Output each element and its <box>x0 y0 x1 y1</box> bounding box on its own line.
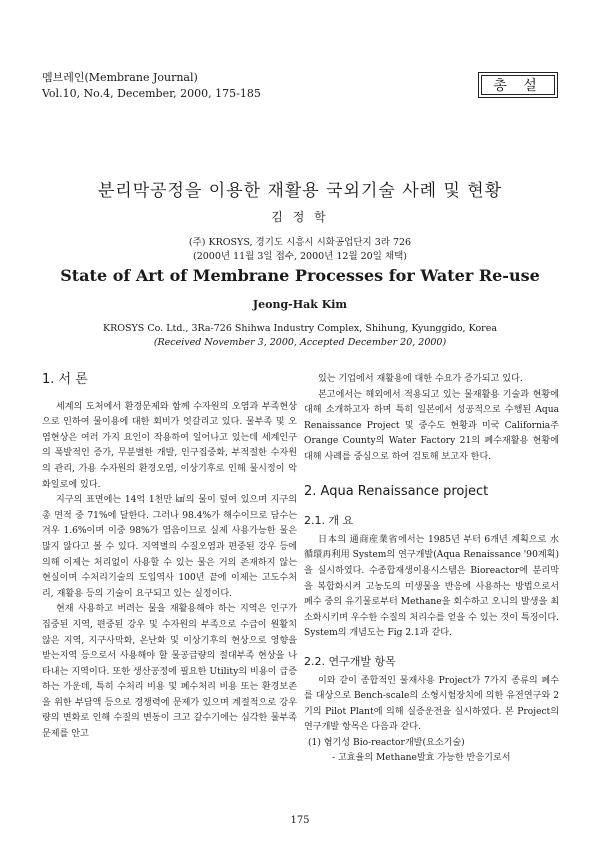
received-korean: (2000년 11월 3일 접수, 2000년 12월 20일 채택) <box>192 251 407 262</box>
journal-info <box>42 70 261 102</box>
article-type-badge <box>478 72 558 98</box>
subsection-2-2-heading: 2.2. 연구개발 항목 <box>304 654 396 668</box>
body-paragraph: 있는 기업에서 재활용에 대한 수요가 증가되고 있다. <box>318 374 523 384</box>
section-2-heading: 2. Aqua Renaissance project <box>304 483 489 499</box>
journal-issue: Vol.10, No.4, December, 2000, 175-185 <box>42 87 261 100</box>
right-column <box>304 372 559 767</box>
title-english: State of Art of Membrane Processes for Water Re-use <box>60 266 540 285</box>
left-column <box>42 372 297 743</box>
subsection-2-1-heading: 2.1. 개 요 <box>304 514 354 528</box>
article-type-label: 총 설 <box>481 75 555 95</box>
list-subitem: - 고효율의 Methane발효 가능한 반응기로서 <box>332 753 511 764</box>
body-paragraph: 이와 같이 종합적인 물재사용 Project가 7가지 종류의 폐수를 대상으로 Bench-scale의 소형시험장치에 의한 유전연구와 2기의 Pilot Plant에 의해 실증운전을 실시하였다. 본 Project의 연구개발 항목은 다음과 같다. <box>304 675 559 733</box>
page-number: 175 <box>290 815 310 826</box>
section-1-heading: 1. 서 론 <box>42 372 88 387</box>
body-paragraph: 세계의 도처에서 환경문제와 함께 수자원의 오염과 부족현상으로 인하여 물이용에 대한 회비가 엇갈리고 있다. 물부족 및 오염현상은 여러 가지 요인이 작용하여 일어나고 있는데 세계인구의 폭발적인 증가, 무분별한 개발, 인구집중화, 부적절한 수자원의 관리, 가용 수자원의 환경오염, 이상기후로 인해 물시정이 악화일로에 있다. <box>42 401 297 490</box>
affiliation-english-address: KROSYS Co. Ltd., 3Ra-726 Shihwa Industry Complex, Shihung, Kyunggido, Korea <box>102 323 497 334</box>
author-korean: 김 정 학 <box>271 210 329 224</box>
author-english: Jeong-Hak Kim <box>252 298 348 311</box>
list-item: (1) 혐기성 Bio-reactor개발(요소기술) <box>308 737 465 748</box>
body-paragraph: 현재 사용하고 버려는 물을 재활용해야 하는 지역은 인구가 집중된 지역, 편중된 강우 및 수자원의 부족으로 수급이 원활치 않은 지역, 지구사막화, 온난화 및 이상기후의 현상으로 영향을 받는지역 등으로서 사용해야 할 물공급량의 절대부족 현상을 나타내는 지역이다. 또한 생산공정에 필요한 Utility의 비용이 급증하는 가운데, 특히 수처리 비용 및 폐수처리 비용 또는 환경보존을 위한 부담액 등으로 경쟁력에 문제가 있으며 계절적으로 강우량의 변화로 인해 수질의 변동이 크고 갈수기에는 심각한 물부족 문제를 안고 <box>42 604 297 740</box>
affiliation-korean-address: (주) KROSYS, 경기도 시흥시 시화공업단지 3라 726 <box>188 237 412 248</box>
journal-name: 멤브레인(Membrane Journal) <box>42 71 198 84</box>
received-english: (Received November 3, 2000, Accepted December 20, 2000) <box>153 337 447 348</box>
body-paragraph: 본고에서는 해외에서 적용되고 있는 물재활용 기술과 현황에 대해 소개하고자 하며 특히 일본에서 성공적으로 수행된 Aqua Renaissance Project 및 중수도 현황과 미국 California주 Orange County의 Water Factory 21의 폐수재활용 현황에 대해 사례를 중심으로 하여 검토해 보고자 한다. <box>304 389 559 462</box>
affiliation-english <box>0 322 600 350</box>
body-paragraph: 日本의 通商産業省에서는 1985년 부터 6개년 계획으로 水循環再利用 System의 연구개발(Aqua Renaissance '90계획)을 실시하였다. 수종합재생이용시스템은 Bioreactor에 분리막을 복합화시켜 고농도의 미생물을 반응에 사용하는 방법으로서 폐수 중의 유기물로부터 Methane을 회수하고 오니의 발생을 최소화시키며 우수한 수질의 처리수를 얻을 수 있는 것이 특징이다. System의 개념도는 Fig 2.1과 같다. <box>304 534 559 639</box>
title-korean: 분리막공정을 이용한 재활용 국외기술 사례 및 현황 <box>97 181 503 201</box>
body-paragraph: 지구의 표면에는 14억 1천만 ㎢의 물이 덮여 있으며 지구의 총 면적 중 71%에 달한다. 그러나 98.4%가 해수이므로 담수는 겨우 1.6%이며 이중 98%가 염음이므로 실제 사용가능한 물은 많지 않다고 볼 수 있다. 지역별의 수질오염과 편중된 강우 등에 의해 이제는 처리없이 사용할 수 있는 물은 거의 존재하지 않는 현실이며 수처리기술의 도입역사 100년 끝에 이제는 고도수처리, 재활용 등의 기술이 요구되고 있는 실정이다. <box>42 495 297 599</box>
affiliation-korean <box>0 236 600 264</box>
